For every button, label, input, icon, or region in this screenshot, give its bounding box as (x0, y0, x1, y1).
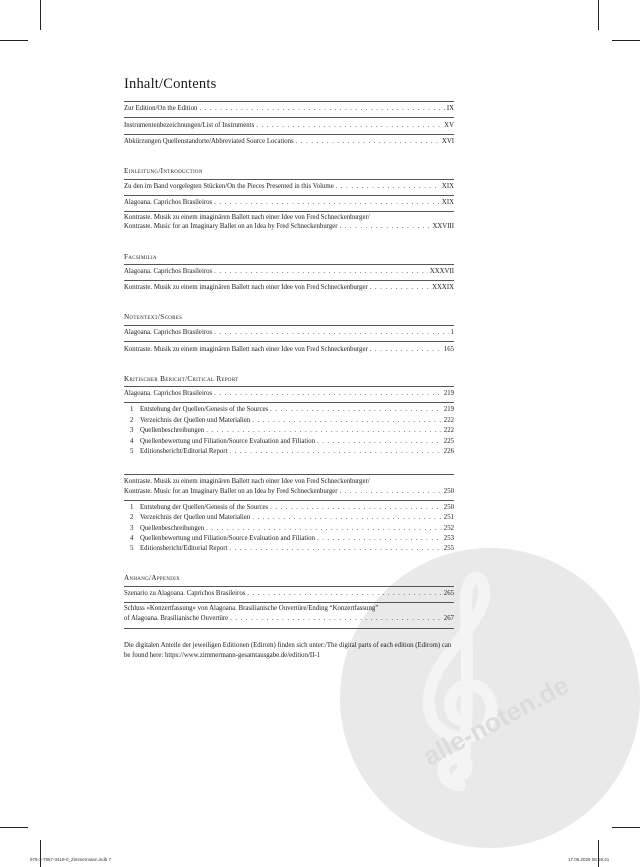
crop-mark (612, 40, 640, 41)
crop-mark (40, 840, 41, 867)
toc-entry[interactable] (124, 283, 454, 293)
crop-mark (0, 40, 28, 41)
rule (124, 402, 454, 403)
leader-dots (340, 222, 431, 232)
toc-subentry-number: 4 (130, 438, 134, 445)
toc-entry-text: Kontraste. Musik zu einem imaginären Ballett nach einer Idee von Fred Schneckenburger/ (124, 478, 370, 485)
toc-subentry[interactable] (130, 437, 454, 447)
page-title: Inhalt/Contents (124, 76, 217, 92)
toc-entry-page: 255 (443, 545, 454, 552)
toc-entry-page: 225 (443, 438, 454, 445)
toc-entry-page: 250 (443, 504, 454, 511)
toc-entry-text: Alagoana. Caprichos Brasileiros (124, 199, 213, 206)
toc-subentry-number: 2 (130, 417, 134, 424)
toc-entry[interactable] (124, 267, 454, 277)
toc-entry-page: 1 (450, 329, 454, 336)
leader-dots (317, 437, 442, 447)
rule (124, 386, 454, 387)
edirom-note: Die digitalen Anteile der jeweiligen Editionen (Edirom) finden sich unter:/The digital parts of each edition (Edirom) can be found here: https://www.zimmermann-gesamtausgabe.de/edition/II-1 (124, 642, 452, 659)
rule (124, 179, 454, 180)
leader-dots (230, 614, 442, 624)
toc-entry-text: Quellenbewertung und Filiation/Source Evaluation and Filiation (140, 438, 315, 445)
leader-dots (317, 534, 442, 544)
rule (124, 101, 454, 102)
toc-entry-page: XVI (441, 138, 454, 145)
toc-subentry[interactable] (130, 405, 454, 415)
toc-entry[interactable] (124, 345, 454, 355)
leader-dots (270, 405, 442, 415)
toc-entry-text: Editionsbericht/Editorial Report (140, 448, 228, 455)
toc-subentry-number: 3 (130, 525, 134, 532)
toc-entry-text: Verzeichnis der Quellen und Materialien (140, 417, 251, 424)
rule (124, 602, 454, 603)
toc-entry[interactable] (124, 614, 454, 624)
toc-entry-page: XV (444, 122, 454, 129)
toc-entry-page: 251 (443, 514, 454, 521)
rule (124, 325, 454, 326)
toc-entry-text: Alagoana. Caprichos Brasileiros (124, 329, 213, 336)
rule (124, 264, 454, 265)
toc-entry[interactable] (124, 222, 454, 232)
toc-entry-text: Kontraste. Musik zu einem imaginären Ballett nach einer Idee von Fred Schneckenburger/ (124, 214, 370, 221)
toc-entry[interactable] (124, 328, 454, 338)
leader-dots (370, 283, 430, 293)
section-heading: Einleitung/Introduction (124, 167, 203, 175)
toc-subentry-number: 5 (130, 448, 134, 455)
toc-entry-text: Schluss »Konzertfassung« von Alagoana. Brasilianische Ouvertüre/Ending “Konzertfassung” (124, 605, 379, 612)
toc-entry[interactable] (124, 182, 454, 192)
toc-entry-text: Kontraste. Music for an Imaginary Ballet on an Idea by Fred Schneckenburger (124, 488, 338, 495)
toc-subentry[interactable] (130, 524, 454, 534)
toc-entry-text: Alagoana. Caprichos Brasileiros (124, 390, 213, 397)
leader-dots (252, 513, 442, 523)
toc-entry[interactable] (124, 121, 454, 131)
toc-entry-text: Kontraste. Musik zu einem imaginären Ballett nach einer Idee von Fred Schneckenburger (124, 284, 368, 291)
crop-mark (0, 827, 28, 828)
toc-subentry-number: 1 (130, 504, 134, 511)
toc-entry-text: of Alagoana. Brasilianische Ouvertüre (124, 615, 229, 622)
crop-mark (598, 840, 599, 867)
toc-subentry-number: 2 (130, 514, 134, 521)
toc-entry[interactable] (124, 198, 454, 208)
toc-subentry[interactable] (130, 513, 454, 523)
leader-dots (199, 104, 444, 114)
toc-entry-text: Quellenbeschreibungen (140, 427, 205, 434)
toc-subentry[interactable] (130, 534, 454, 544)
leader-dots (214, 267, 428, 277)
leader-dots (336, 182, 440, 192)
toc-entry-text: Editionsbericht/Editorial Report (140, 545, 228, 552)
toc-entry-page: 222 (443, 427, 454, 434)
toc-entry[interactable] (124, 589, 454, 599)
toc-entry-page: XXXIX (432, 284, 454, 291)
toc-entry-text: Instrumentenbezeichnungen/List of Instruments (124, 122, 255, 129)
toc-subentry-number: 1 (130, 406, 134, 413)
leader-dots (206, 426, 442, 436)
leader-dots (270, 503, 442, 513)
leader-dots (206, 524, 442, 534)
leader-dots (252, 416, 442, 426)
rule (124, 280, 454, 281)
rule (124, 134, 454, 135)
toc-entry[interactable] (124, 104, 454, 114)
toc-entry-text: Kontraste. Musik zu einem imaginären Ballett nach einer Idee von Fred Schneckenburger (124, 346, 368, 353)
footer-timestamp: 17.06.2025 08:59:41 (568, 857, 610, 862)
leader-dots (340, 487, 442, 497)
section-heading: Facsimilia (124, 253, 157, 261)
toc-entry-page: 222 (443, 417, 454, 424)
toc-subentry-number: 5 (130, 545, 134, 552)
toc-entry-text: Zur Edition/On the Edition (124, 105, 198, 112)
toc-entry-page: 226 (443, 448, 454, 455)
leader-dots (229, 544, 441, 554)
rule (124, 341, 454, 342)
watermark-text: alle-noten.de (418, 669, 574, 772)
toc-entry-page: 252 (443, 525, 454, 532)
leader-dots (296, 137, 440, 147)
toc-entry-page: IX (446, 105, 454, 112)
rule (124, 474, 454, 475)
section-heading: Anhang/Appendix (124, 574, 181, 582)
toc-entry-page: 165 (443, 346, 454, 353)
leader-dots (214, 389, 442, 399)
rule (124, 628, 454, 629)
toc-subentry[interactable] (130, 426, 454, 436)
rule (124, 117, 454, 118)
toc-entry-page: 265 (443, 590, 454, 597)
toc-entry-text: Szenario zu Alagoana. Caprichos Brasileiros (124, 590, 246, 597)
toc-subentry-number: 3 (130, 427, 134, 434)
toc-subentry[interactable] (130, 503, 454, 513)
toc-entry-text: Quellenbewertung und Filiation/Source Evaluation and Filiation (140, 535, 315, 542)
section-heading: Kritischer Bericht/Critical Report (124, 375, 239, 383)
toc-entry-text: Entstehung der Quellen/Genesis of the Sources (140, 504, 269, 511)
crop-mark (612, 827, 640, 828)
section-heading: Notentext/Scores (124, 313, 183, 321)
toc-entry-text: Quellenbeschreibungen (140, 525, 205, 532)
toc-entry-page: 219 (443, 390, 454, 397)
toc-entry-text: Verzeichnis der Quellen und Materialien (140, 514, 251, 521)
toc-entry-page: 267 (443, 615, 454, 622)
toc-entry[interactable] (124, 389, 454, 399)
rule (124, 586, 454, 587)
leader-dots (256, 121, 442, 131)
leader-dots (229, 447, 441, 457)
rule (124, 195, 454, 196)
toc-subentry[interactable] (130, 416, 454, 426)
crop-mark (40, 0, 41, 30)
toc-entry-page: XIX (441, 199, 454, 206)
toc-entry[interactable] (124, 137, 454, 147)
toc-entry-page: XIX (441, 183, 454, 190)
toc-entry-page: XXXVII (429, 268, 454, 275)
toc-entry-page: 253 (443, 535, 454, 542)
leader-dots (247, 589, 441, 599)
toc-entry-text: Entstehung der Quellen/Genesis of the Sources (140, 406, 269, 413)
toc-subentry-number: 4 (130, 535, 134, 542)
footer-file-info: 978-3-7957-3419-0_Zimmermann.indb 7 (30, 857, 112, 862)
rule (124, 500, 454, 501)
toc-entry-text: Abkürzungen Quellenstandorte/Abbreviated Source Locations (124, 138, 294, 145)
leader-dots (370, 345, 442, 355)
toc-subentry[interactable] (130, 544, 454, 554)
rule (124, 211, 454, 212)
toc-entry-page: XXVIII (432, 223, 454, 230)
toc-subentry[interactable] (130, 447, 454, 457)
leader-dots (214, 198, 440, 208)
toc-entry-text: Alagoana. Caprichos Brasileiros (124, 268, 213, 275)
toc-entry-text: Zu den im Band vorgelegten Stücken/On the Pieces Presented in this Volume (124, 183, 334, 190)
crop-mark (598, 0, 599, 30)
toc-entry-page: 250 (443, 488, 454, 495)
toc-entry-text: Kontraste. Music for an Imaginary Ballet on an Idea by Fred Schneckenburger (124, 223, 338, 230)
toc-entry[interactable] (124, 487, 454, 497)
leader-dots (214, 328, 448, 338)
toc-entry-page: 219 (443, 406, 454, 413)
